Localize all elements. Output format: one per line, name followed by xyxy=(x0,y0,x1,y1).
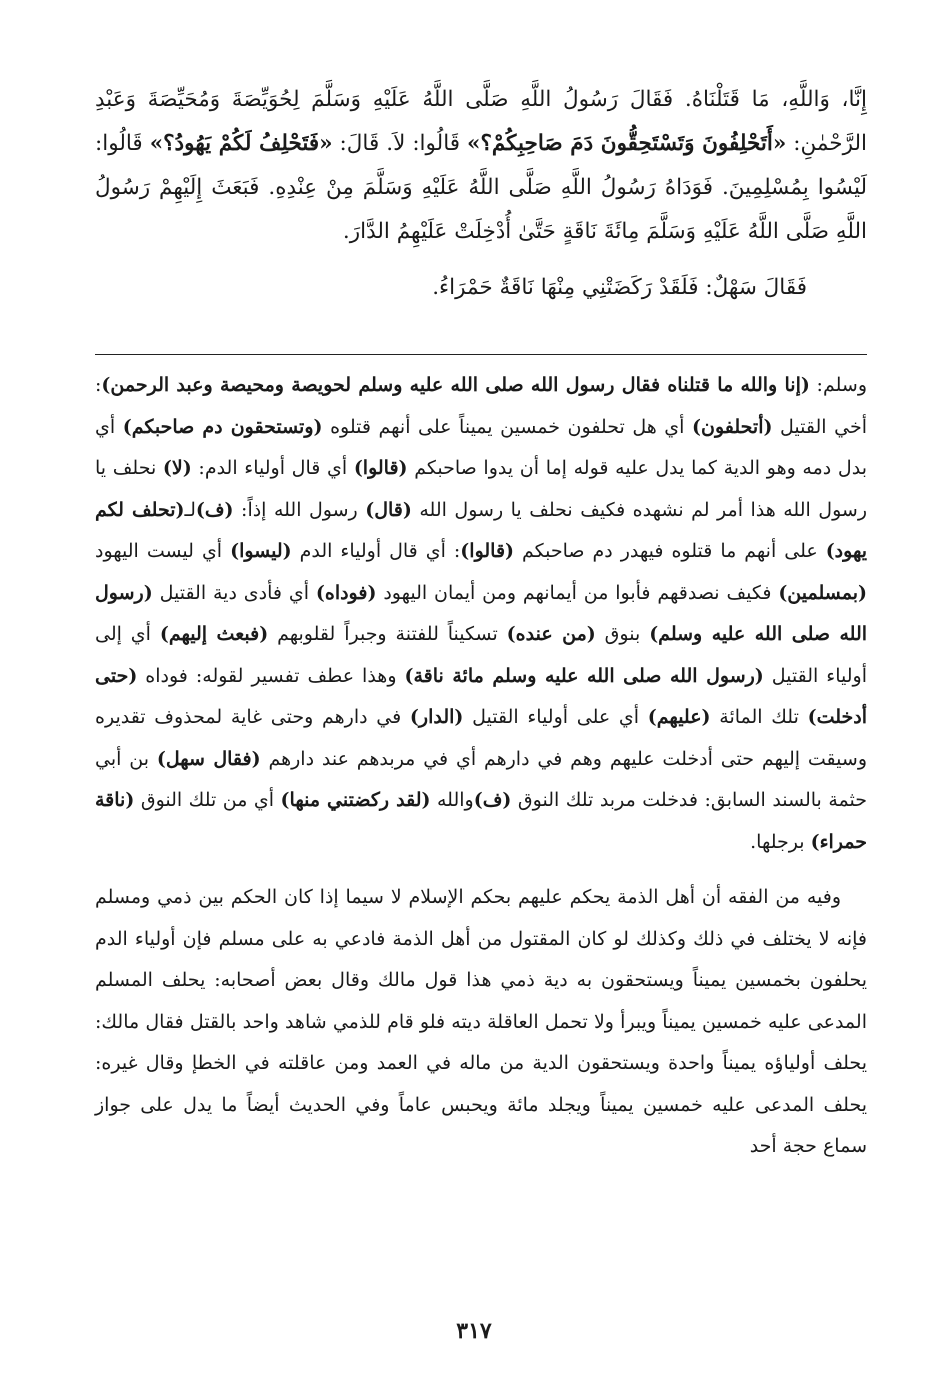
hadith-segment: إِنَّا، وَاللَّهِ، مَا قَتَلْنَاهُ. فَقَالَ رَسُولُ اللَّهِ صَلَّى اللَّهُ عَلَيْهِ وَسَلَّمَ لِحُوَيِّصَةَ وَمُحَيِّصَةَ وَعَبْدِ الرَّحْمٰنِ: xyxy=(95,87,867,156)
commentary-segment: بن أبي حثمة بالسند السابق: فدخلت مربد تلك النوق xyxy=(95,747,867,811)
commentary-segment: تسكيناً للفتنة وجبراً لقلوبهم xyxy=(268,623,507,645)
commentary-quote: (ف) xyxy=(195,498,234,521)
commentary-segment: : أي قال أولياء الدم xyxy=(291,540,461,562)
commentary-segment: برجلها. xyxy=(750,830,811,853)
hadith-quote: «فَتَحْلِفُ لَكُمْ يَهُودُ؟» xyxy=(149,131,333,156)
commentary-quote: (ناقة حمراء) xyxy=(95,789,867,853)
commentary-segment: فكيف نصدقهم فأبوا من أيمانهم ومن أيمان اليهود xyxy=(376,581,779,604)
hadith-segment: قَالُوا: لَيْسُوا بِمُسْلِمِينَ. فَوَدَاهُ رَسُولُ اللَّهِ صَلَّى اللَّهُ عَلَيْهِ وَسَلَّمَ مِنْ عِنْدِهِ. فَبَعَثَ إِلَيْهِمْ رَسُولُ اللَّهِ صَلَّى اللَّهُ عَلَيْهِ وَسَلَّمَ مِائَةَ نَاقَةٍ حَتَّىٰ أُدْخِلَتْ عَلَيْهِمُ الدَّارَ. xyxy=(95,131,867,244)
commentary-paragraph xyxy=(95,365,867,863)
commentary-quote: (وتستحقون دم صاحبكم) xyxy=(122,415,323,438)
commentary-quote: (فقال سهل) xyxy=(156,747,261,770)
commentary-segment: أي إلى أولياء القتيل xyxy=(95,623,867,687)
commentary-segment: تلك المائة xyxy=(710,706,808,728)
commentary-segment: رسول الله إذاً: xyxy=(233,498,366,521)
commentary-segment: : أخي القتيل xyxy=(95,374,867,438)
hadith-text xyxy=(95,78,867,254)
commentary-segment: لـ xyxy=(184,498,196,521)
commentary-quote: (تحلف لكم يهود) xyxy=(95,498,867,562)
commentary-segment: أي فأدى دية القتيل xyxy=(152,581,316,604)
commentary-quote: (قالوا) xyxy=(353,457,408,479)
commentary-segment: أي من تلك النوق xyxy=(134,789,281,811)
commentary-segment: وهذا عطف تفسير لقوله: فوداه xyxy=(137,664,405,687)
commentary-quote: (رسول الله صلى الله عليه وسلم) xyxy=(95,581,868,645)
commentary-segment: أي هل تحلفون خمسين يميناً على أنهم قتلوه xyxy=(322,415,692,438)
commentary-segment: أي ليست اليهود xyxy=(95,540,231,562)
commentary-quote: (ف) xyxy=(473,789,512,811)
commentary-quote: (قالوا) xyxy=(460,540,515,562)
hadith-quote: «أَتَحْلِفُونَ وَتَسْتَحِقُّونَ دَمَ صَاحِبِكُمْ؟» xyxy=(467,131,787,156)
commentary-quote: (الدار) xyxy=(409,706,464,728)
commentary-segment: أي قال أولياء الدم: xyxy=(191,457,354,479)
commentary-quote: (من عنده) xyxy=(506,623,596,645)
commentary-quote: (لا) xyxy=(162,457,192,479)
commentary-quote: (قال) xyxy=(365,498,412,521)
page-body xyxy=(95,78,867,1168)
commentary-quote: (بمسلمين) xyxy=(778,581,867,604)
hadith-conclusion: فَقَالَ سَهْلٌ: فَلَقَدْ رَكَضَتْنِي مِنْهَا نَاقَةٌ حَمْرَاءُ. xyxy=(432,275,807,300)
commentary-quote: (فوداه) xyxy=(315,581,377,604)
commentary-paragraph: وفيه من الفقه أن أهل الذمة يحكم عليهم بحكم الإسلام لا سيما إذا كان الحكم بين ذمي ومسلم فإنه لا يختلف في ذلك وكذلك لو كان المقتول من أهل الذمة فادعي به على مسلم فإن أولياء الدم يحلفون بخمسين يميناً ويستحقون به دية ذمي هذا قول مالك وقال بعض أصحابه: يحلف المسلم المدعى عليه خمسين يميناً ويبرأ ولا تحمل العاقلة ديته فلو قام للذمي شاهد واحد بالقتل فقال مالك: يحلف أولياؤه يميناً واحدة ويستحقون الدية من ماله في العمد ومن عاقلته في الخطإ وقال غيره: يحلف المدعى عليه خمسين يميناً ويجلد مائة ويحبس عاماً وفي الحديث أيضاً ما يدل على جواز سماع حجة أحد xyxy=(95,886,867,1157)
commentary-segment: وسلم: xyxy=(809,374,867,396)
commentary-quote: (عليهم) xyxy=(647,706,711,728)
commentary-segment: والله xyxy=(430,789,474,811)
commentary-segment: على أنهم ما قتلوه فيهدر دم صاحبكم xyxy=(514,540,826,562)
commentary-quote: (رسول الله صلى الله عليه وسلم مائة ناقة) xyxy=(404,664,764,687)
commentary-quote: (ليسوا) xyxy=(230,540,292,562)
commentary-quote: (حتى أدخلت) xyxy=(95,664,867,728)
separator-line xyxy=(95,354,867,355)
commentary-segment: نحلف يا رسول الله هذا أمر لم نشهده فكيف نحلف يا رسول الله xyxy=(95,457,867,521)
commentary-segment: في دارهم وحتى غاية لمحذوف تقديره وسيقت إليهم حتى أدخلت عليهم وهم في دارهم أي في مربدهم عند دارهم xyxy=(95,706,867,770)
commentary-quote: (أتحلفون) xyxy=(692,415,773,438)
commentary-quote: (إنا والله ما قتلناه فقال رسول الله صلى الله عليه وسلم لحويصة ومحيصة وعبد الرحمن) xyxy=(101,374,810,396)
commentary-segment: بنوق xyxy=(595,623,650,645)
page-number: ٣١٧ xyxy=(456,1318,492,1344)
commentary-segment: أي بدل دمه وهو الدية كما يدل عليه قوله إما أن يدوا صاحبكم xyxy=(95,415,867,479)
hadith-segment: قَالُوا: لاَ. قَالَ: xyxy=(332,131,468,156)
commentary-segment: أي على أولياء القتيل xyxy=(463,706,648,728)
commentary-quote: (لقد ركضتني منها) xyxy=(280,789,431,811)
commentary-quote: (فبعث إليهم) xyxy=(159,623,269,645)
